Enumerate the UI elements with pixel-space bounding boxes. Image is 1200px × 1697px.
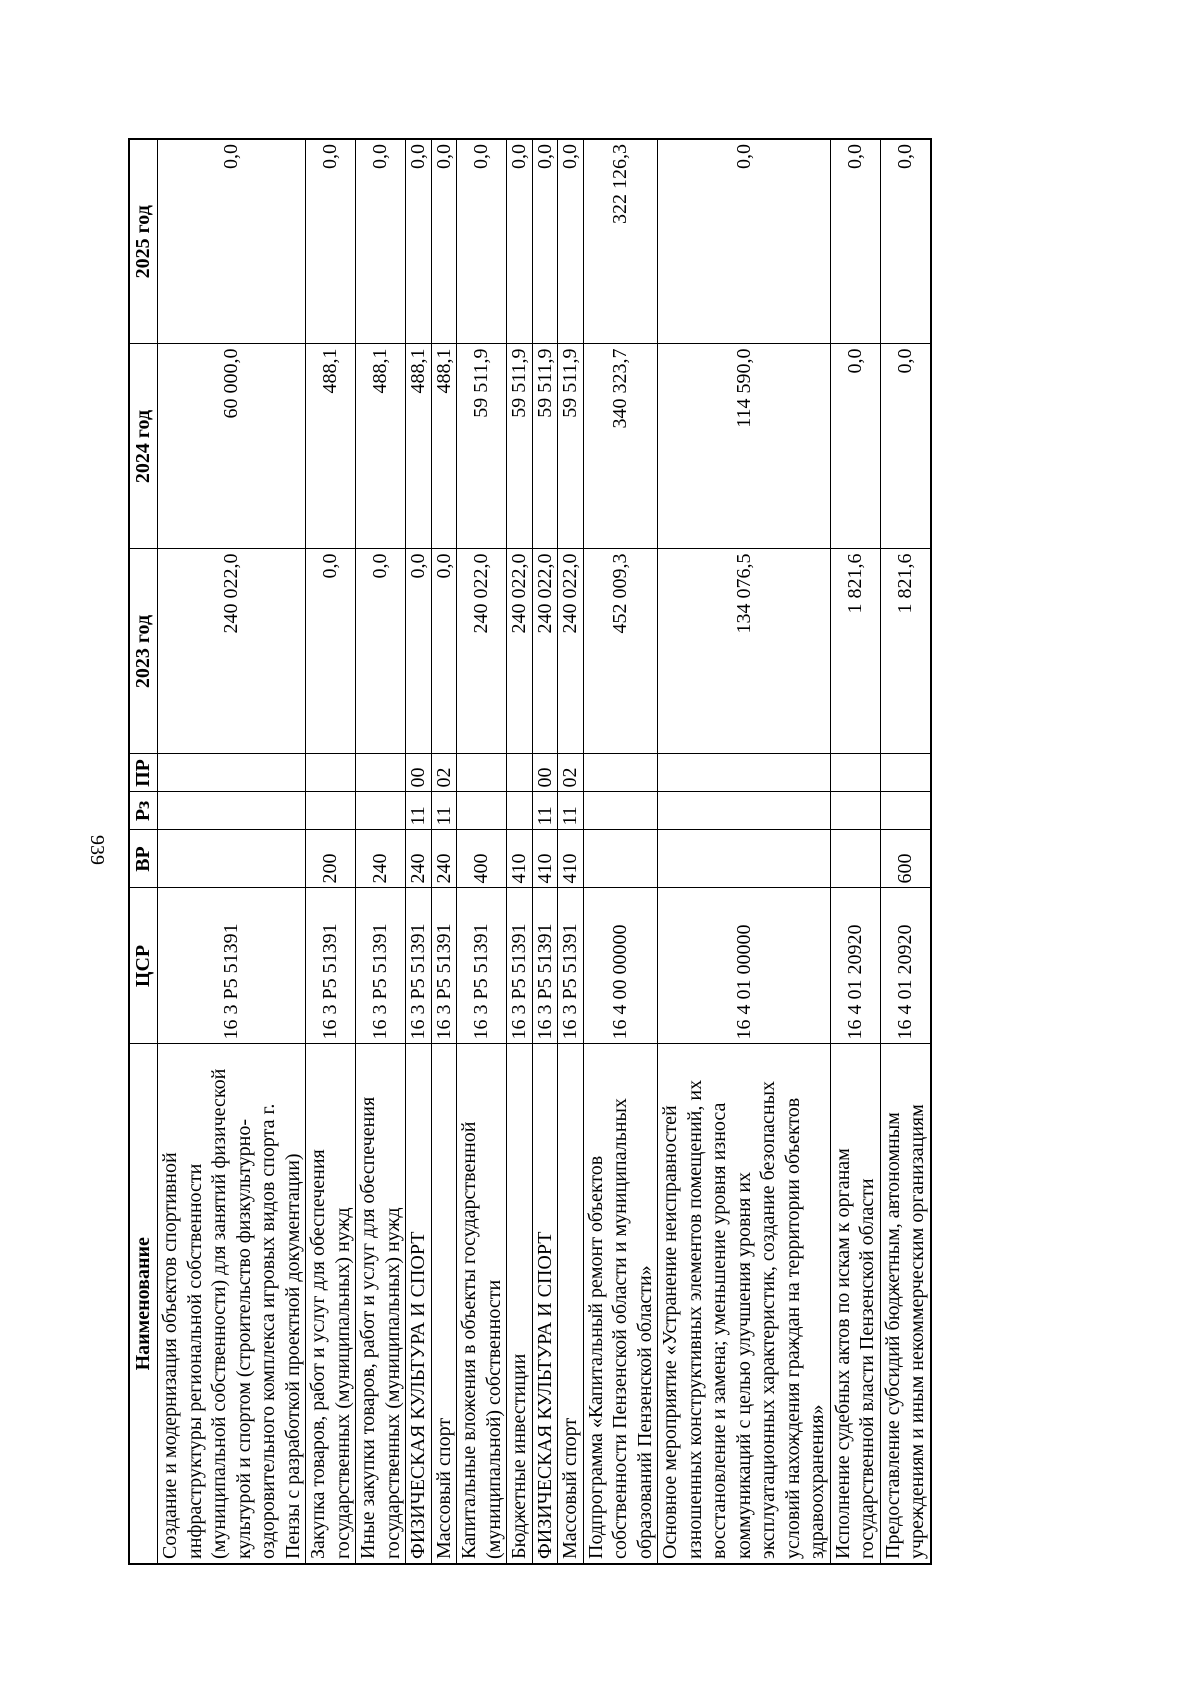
cell-pr <box>830 754 880 792</box>
cell-2023: 1 821,6 <box>830 549 880 754</box>
cell-name: Исполнение судебных актов по искам к органам государственной власти Пензенской области <box>830 1044 880 1564</box>
cell-2025: 0,0 <box>507 139 533 344</box>
cell-vr <box>158 830 306 888</box>
cell-2024: 60 000,0 <box>158 344 306 549</box>
table-body <box>158 139 931 1564</box>
cell-rz: 11 <box>558 792 584 830</box>
cell-2024: 59 511,9 <box>532 344 558 549</box>
cell-pr: 00 <box>406 754 432 792</box>
cell-2024: 488,1 <box>431 344 457 549</box>
cell-csr: 16 4 01 00000 <box>658 888 831 1044</box>
cell-pr <box>356 754 406 792</box>
cell-2023: 0,0 <box>406 549 432 754</box>
cell-2024: 488,1 <box>306 344 356 549</box>
cell-rz: 11 <box>532 792 558 830</box>
cell-rz: 11 <box>406 792 432 830</box>
cell-2025: 0,0 <box>306 139 356 344</box>
header-pr: ПР <box>129 754 158 792</box>
cell-pr <box>507 754 533 792</box>
cell-name: Предоставление субсидий бюджетным, автономным учреждениям и иным некоммерческим организациям <box>880 1044 931 1564</box>
cell-vr: 410 <box>532 830 558 888</box>
cell-vr <box>830 830 880 888</box>
cell-rz <box>830 792 880 830</box>
cell-2024: 488,1 <box>356 344 406 549</box>
cell-csr: 16 4 00 00000 <box>583 888 658 1044</box>
cell-2025: 322 126,3 <box>583 139 658 344</box>
table-row <box>880 139 931 1564</box>
cell-pr: 02 <box>558 754 584 792</box>
cell-name: Массовый спорт <box>431 1044 457 1564</box>
cell-name: Капитальные вложения в объекты государственной (муниципальной) собственности <box>457 1044 507 1564</box>
cell-2025: 0,0 <box>406 139 432 344</box>
cell-vr: 400 <box>457 830 507 888</box>
cell-2025: 0,0 <box>457 139 507 344</box>
header-rz: Рз <box>129 792 158 830</box>
table-row <box>507 139 533 1564</box>
cell-2025: 0,0 <box>356 139 406 344</box>
cell-2023: 0,0 <box>306 549 356 754</box>
cell-pr <box>583 754 658 792</box>
cell-2023: 240 022,0 <box>158 549 306 754</box>
cell-2025: 0,0 <box>658 139 831 344</box>
table-row <box>431 139 457 1564</box>
cell-name: ФИЗИЧЕСКАЯ КУЛЬТУРА И СПОРТ <box>532 1044 558 1564</box>
header-csr: ЦСР <box>129 888 158 1044</box>
cell-name: Иные закупки товаров, работ и услуг для обеспечения государственных (муниципальных) нужд <box>356 1044 406 1564</box>
cell-2024: 59 511,9 <box>507 344 533 549</box>
cell-2025: 0,0 <box>880 139 931 344</box>
table-header-row <box>129 139 158 1564</box>
cell-rz <box>158 792 306 830</box>
cell-pr: 02 <box>431 754 457 792</box>
cell-csr: 16 3 P5 51391 <box>158 888 306 1044</box>
cell-vr: 200 <box>306 830 356 888</box>
cell-pr <box>306 754 356 792</box>
cell-csr: 16 3 P5 51391 <box>431 888 457 1044</box>
cell-2024: 59 511,9 <box>457 344 507 549</box>
cell-2024: 59 511,9 <box>558 344 584 549</box>
table-row <box>583 139 658 1564</box>
cell-vr: 240 <box>431 830 457 888</box>
table-row <box>406 139 432 1564</box>
cell-csr: 16 3 P5 51391 <box>457 888 507 1044</box>
header-2025: 2025 год <box>129 139 158 344</box>
cell-2025: 0,0 <box>158 139 306 344</box>
cell-name: Бюджетные инвестиции <box>507 1044 533 1564</box>
cell-vr: 410 <box>507 830 533 888</box>
cell-csr: 16 3 P5 51391 <box>558 888 584 1044</box>
cell-2025: 0,0 <box>532 139 558 344</box>
cell-pr <box>158 754 306 792</box>
header-2024: 2024 год <box>129 344 158 549</box>
cell-name: ФИЗИЧЕСКАЯ КУЛЬТУРА И СПОРТ <box>406 1044 432 1564</box>
cell-csr: 16 4 01 20920 <box>880 888 931 1044</box>
cell-rz <box>356 792 406 830</box>
cell-rz <box>507 792 533 830</box>
cell-2024: 488,1 <box>406 344 432 549</box>
header-2023: 2023 год <box>129 549 158 754</box>
cell-rz: 11 <box>431 792 457 830</box>
cell-rz <box>457 792 507 830</box>
cell-2023: 134 076,5 <box>658 549 831 754</box>
cell-csr: 16 3 P5 51391 <box>507 888 533 1044</box>
table-row <box>558 139 584 1564</box>
cell-vr: 600 <box>880 830 931 888</box>
cell-csr: 16 3 P5 51391 <box>306 888 356 1044</box>
cell-2025: 0,0 <box>558 139 584 344</box>
cell-rz <box>658 792 831 830</box>
cell-2024: 340 323,7 <box>583 344 658 549</box>
cell-vr: 410 <box>558 830 584 888</box>
cell-name: Создание и модернизация объектов спортивной инфраструктуры региональной собственности (муниципальной собственности) для занятий физической культурой и спортом (строительство физкультурно-оздоровительного комплекса игровых видов спорта г. Пензы с разработкой проектной документации) <box>158 1044 306 1564</box>
cell-2023: 452 009,3 <box>583 549 658 754</box>
cell-2025: 0,0 <box>431 139 457 344</box>
cell-name: Основное мероприятие «Устранение неисправностей изношенных конструктивных элементов помещений, их восстановление и замена; уменьшение уровня износа коммуникаций с целью улучшения уровня их эксплуатационных характеристик, создание безопасных условий нахождения граждан на территории объектов здравоохранения» <box>658 1044 831 1564</box>
rotated-page-content <box>128 138 1063 1565</box>
cell-vr: 240 <box>356 830 406 888</box>
table-row <box>306 139 356 1564</box>
cell-vr <box>583 830 658 888</box>
cell-2023: 240 022,0 <box>457 549 507 754</box>
table-row <box>356 139 406 1564</box>
cell-csr: 16 3 P5 51391 <box>532 888 558 1044</box>
cell-pr: 00 <box>532 754 558 792</box>
cell-2023: 0,0 <box>356 549 406 754</box>
cell-rz <box>583 792 658 830</box>
cell-pr <box>880 754 931 792</box>
cell-rz <box>880 792 931 830</box>
budget-table <box>128 138 932 1565</box>
table-row <box>658 139 831 1564</box>
cell-2023: 240 022,0 <box>507 549 533 754</box>
cell-pr <box>457 754 507 792</box>
cell-csr: 16 4 01 20920 <box>830 888 880 1044</box>
cell-2023: 240 022,0 <box>558 549 584 754</box>
cell-2024: 0,0 <box>880 344 931 549</box>
cell-2023: 1 821,6 <box>880 549 931 754</box>
table-row <box>457 139 507 1564</box>
table-row <box>158 139 306 1564</box>
table-row <box>532 139 558 1564</box>
cell-csr: 16 3 P5 51391 <box>356 888 406 1044</box>
cell-2023: 240 022,0 <box>532 549 558 754</box>
cell-rz <box>306 792 356 830</box>
page-number: 939 <box>86 835 108 865</box>
cell-name: Массовый спорт <box>558 1044 584 1564</box>
cell-vr <box>658 830 831 888</box>
cell-2024: 114 590,0 <box>658 344 831 549</box>
table-row <box>830 139 880 1564</box>
cell-pr <box>658 754 831 792</box>
cell-vr: 240 <box>406 830 432 888</box>
cell-name: Закупка товаров, работ и услуг для обеспечения государственных (муниципальных) нужд <box>306 1044 356 1564</box>
cell-2024: 0,0 <box>830 344 880 549</box>
cell-2023: 0,0 <box>431 549 457 754</box>
cell-2025: 0,0 <box>830 139 880 344</box>
cell-name: Подпрограмма «Капитальный ремонт объектов собственности Пензенской области и муниципальных образований Пензенской области» <box>583 1044 658 1564</box>
header-vr: ВР <box>129 830 158 888</box>
header-name: Наименование <box>129 1044 158 1564</box>
cell-csr: 16 3 P5 51391 <box>406 888 432 1044</box>
